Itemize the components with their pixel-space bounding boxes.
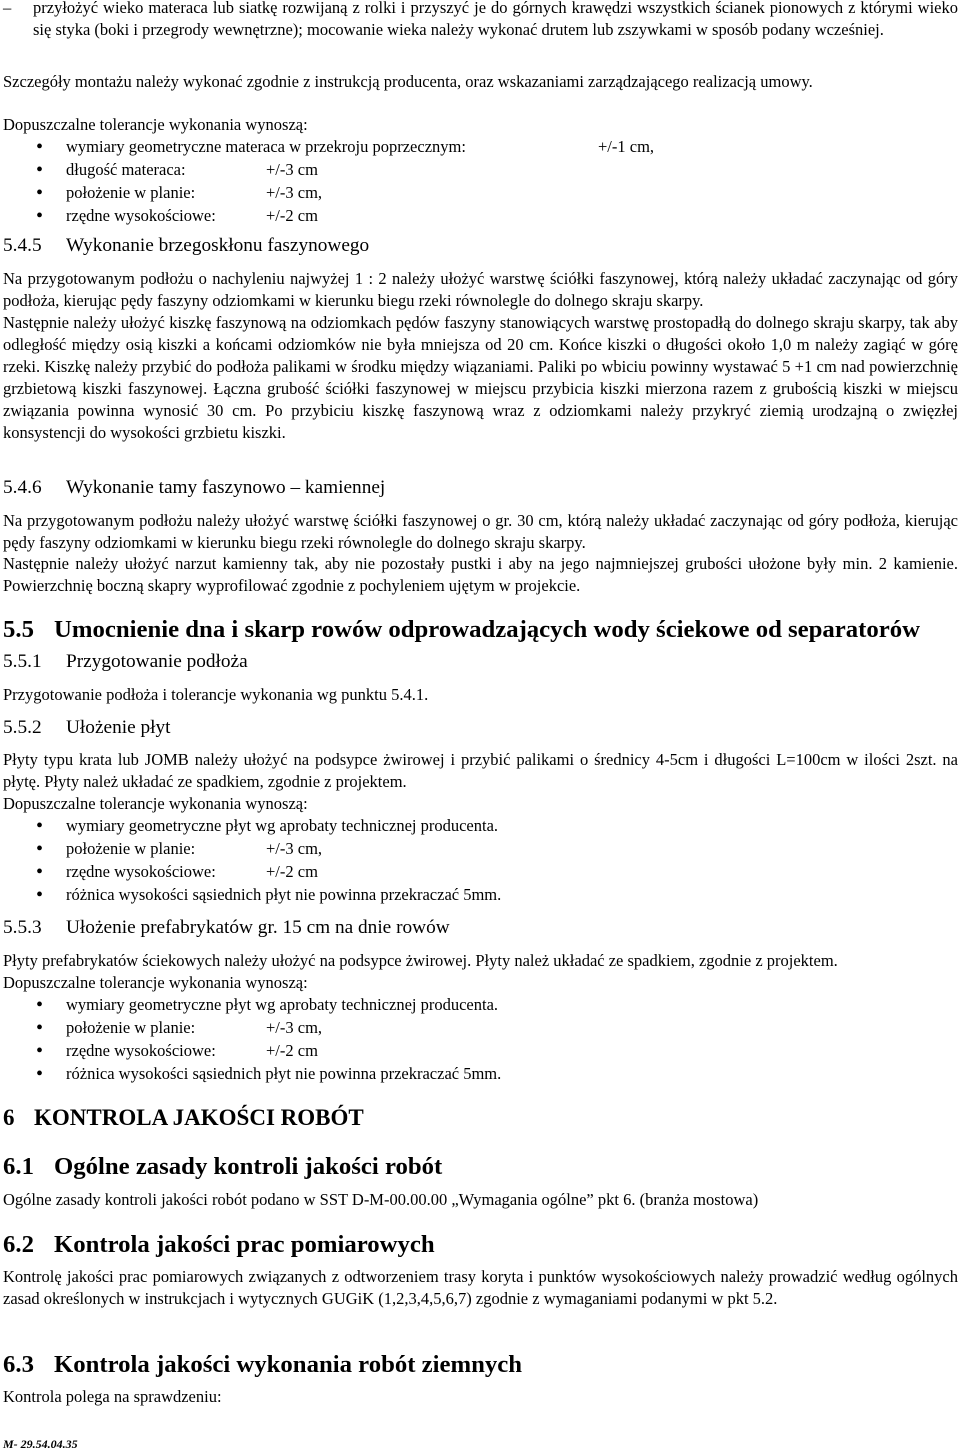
list-item: [3, 136, 958, 159]
section-title: Ułożenie prefabrykatów gr. 15 cm na dnie rowów: [66, 917, 450, 938]
list-item: [3, 1063, 958, 1086]
paragraph: Płyty typu krata lub JOMB należy ułożyć na podsypce żwirowej i przybić palikami o średnicy 4-5cm i długości L=100cm w ilości 2szt. na płytę. Płyty należ układać ze spadkiem, zgodnie z projektem.: [3, 750, 958, 791]
list-item: [3, 205, 958, 228]
section-title: Ogólne zasady kontroli jakości robót: [54, 1153, 443, 1180]
section-number: 6.3: [3, 1351, 34, 1378]
tolerance-list: [3, 815, 958, 907]
section-heading: [3, 717, 171, 739]
tolerance-label: wymiary geometryczne płyt wg aprobaty technicznej producenta.: [66, 995, 499, 1014]
tolerance-value: +/-3 cm,: [266, 183, 323, 202]
section-heading: [3, 616, 921, 643]
section-title: Przygotowanie podłoża: [66, 651, 248, 672]
tolerance-label: różnica wysokości sąsiednich płyt nie powinna przekraczać 5mm.: [66, 1064, 502, 1083]
paragraph: Płyty prefabrykatów ściekowych należy ułożyć na podsypce żwirowej. Płyty należ układać ze spadkiem, zgodnie z projektem.: [3, 951, 838, 970]
tolerance-value: +/-2 cm: [266, 206, 318, 225]
section-title: Umocnienie dna i skarp rowów odprowadzających wody ściekowe od separatorów: [54, 616, 921, 643]
tolerance-value: +/-3 cm,: [266, 839, 323, 858]
tolerance-label: wymiary geometryczne płyt wg aprobaty technicznej producenta.: [66, 816, 499, 835]
tolerance-block: [3, 114, 958, 228]
tolerance-list: [3, 136, 958, 228]
paragraph: Przygotowanie podłoża i tolerancje wykonania wg punktu 5.4.1.: [3, 685, 429, 704]
section-title: Kontrola jakości wykonania robót ziemnych: [54, 1351, 522, 1378]
paragraph: Ogólne zasady kontroli jakości robót podano w SST D-M-00.00.00 „Wymagania ogólne” pkt 6. (branża mostowa): [3, 1190, 759, 1209]
list-item: [3, 1040, 958, 1063]
tolerance-label: długość materaca:: [66, 160, 186, 179]
paragraph: przyłożyć wieko materaca lub siatkę rozwijaną z rolki i przyszyć je do górnych krawędzi wszystkich ścianek pionowych z którymi wieko się styka (boki i przegrody wewnętrzne); mocowanie wieka należy wykonać drutem lub zszywkami w sposób podany wcześniej.: [33, 0, 958, 39]
chapter-heading: [3, 1107, 364, 1129]
tolerance-label: położenie w planie:: [66, 1018, 196, 1037]
tolerance-value: +/-2 cm: [266, 862, 318, 881]
tolerance-label: różnica wysokości sąsiednich płyt nie powinna przekraczać 5mm.: [66, 885, 502, 904]
section-number: 5.5.2: [3, 717, 42, 738]
dash-marker: –: [3, 0, 12, 17]
section-title: Wykonanie tamy faszynowo – kamiennej: [66, 477, 386, 498]
list-item: [3, 884, 958, 907]
chapter-number: 6: [3, 1105, 15, 1130]
paragraph: Następnie należy ułożyć narzut kamienny tak, aby nie pozostały pustki i aby na jego najmniejszej grubości ułożone były min. 2 kamienie. Powierzchnię boczną skapry wyprofilować zgodnie z pochyleniem ujętym w projekcie.: [3, 554, 958, 595]
section-number: 6.2: [3, 1231, 34, 1258]
list-item: [3, 0, 958, 41]
tolerance-value: +/-3 cm: [266, 160, 318, 179]
tolerance-intro: Dopuszczalne tolerancje wykonania wynoszą:: [3, 115, 308, 134]
paragraph: Na przygotowanym podłożu należy ułożyć warstwę ściółki faszynowej o gr. 30 cm, którą należy układać zaczynając od góry podłoża, kierując pędy faszyny odziomkami w kierunku biegu rzeki równolegle do dolnego skraju skarpy.: [3, 511, 958, 552]
tolerance-block: [3, 972, 958, 1086]
tolerance-block: [3, 793, 958, 907]
section-heading: [3, 1153, 443, 1180]
tolerance-label: położenie w planie:: [66, 839, 196, 858]
section-number: 5.4.5: [3, 235, 42, 256]
tolerance-intro: Dopuszczalne tolerancje wykonania wynoszą:: [3, 973, 308, 992]
paragraph: Na przygotowanym podłożu o nachyleniu najwyżej 1 : 2 należy ułożyć warstwę ściółki faszynowej, którą należy układać zaczynając od góry podłoża, kierując pędy faszyny odziomkami w kierunku biegu rzeki równolegle do dolnego skraju skarpy.: [3, 269, 958, 310]
list-item: [3, 861, 958, 884]
paragraph: Kontrola polega na sprawdzeniu:: [3, 1387, 222, 1406]
tolerance-list: [3, 994, 958, 1086]
list-item: [3, 815, 958, 838]
tolerance-label: wymiary geometryczne materaca w przekroju poprzecznym:: [66, 137, 466, 156]
tolerance-label: rzędne wysokościowe:: [66, 1041, 216, 1060]
tolerance-label: rzędne wysokościowe:: [66, 862, 216, 881]
section-heading: [3, 917, 450, 939]
section-number: 6.1: [3, 1153, 34, 1180]
section-number: 5.5.1: [3, 651, 42, 672]
paragraph: Kontrolę jakości prac pomiarowych związanych z odtworzeniem trasy koryta i punktów wysokościowych należy prowadzić według ogólnych zasad określonych w instrukcjach i wytycznych GUGiK (1,2,3,4,5,6,7) zgodnie z wymaganiami podanymi w pkt 5.2.: [3, 1267, 958, 1308]
section-number: 5.4.6: [3, 477, 42, 498]
tolerance-label: położenie w planie:: [66, 183, 196, 202]
section-title: Wykonanie brzegoskłonu faszynowego: [66, 235, 370, 256]
section-heading: [3, 1351, 522, 1378]
page-footer: M- 29.54.04.35: [3, 1437, 78, 1451]
tolerance-value: +/-1 cm,: [598, 137, 655, 156]
section-number: 5.5.3: [3, 917, 42, 938]
list-item: [3, 1017, 958, 1040]
section-title: Kontrola jakości prac pomiarowych: [54, 1231, 435, 1258]
section-heading: [3, 1231, 435, 1258]
tolerance-value: +/-2 cm: [266, 1041, 318, 1060]
list-item: [3, 159, 958, 182]
tolerance-label: rzędne wysokościowe:: [66, 206, 216, 225]
chapter-title: KONTROLA JAKOŚCI ROBÓT: [34, 1105, 364, 1130]
list-item: [3, 182, 958, 205]
list-item: [3, 994, 958, 1017]
section-number: 5.5: [3, 616, 34, 643]
tolerance-value: +/-3 cm,: [266, 1018, 323, 1037]
section-heading: [3, 235, 369, 257]
section-heading: [3, 651, 248, 673]
section-title: Ułożenie płyt: [66, 717, 171, 738]
list-item: [3, 838, 958, 861]
paragraph: Szczegóły montażu należy wykonać zgodnie z instrukcją producenta, oraz wskazaniami zarządzającego realizacją umowy.: [3, 72, 813, 91]
tolerance-intro: Dopuszczalne tolerancje wykonania wynoszą:: [3, 794, 308, 813]
paragraph: Następnie należy ułożyć kiszkę faszynową na odziomkach pędów faszyny stanowiących warstwę prostopadłą do dolnego skraju skarpy, tak aby odległość między osią kiszki a końcami odziomków nie była mniejsza od 20 cm. Końce kiszki o długości około 1,0 m należy zagiąć w górę rzeki. Kiszkę należy przybić do podłoża palikami w środku między wiązaniami. Paliki po wbiciu powinny wystawać 5 +1 cm nad powierzchnię grzbietową kiszki faszynowej. Łączna grubość ściółki faszynowej w miejscu przybicia kiszki mierzona razem z grubością kiszki w miejscu związania powinna wynosić 30 cm. Po przybiciu kiszkę faszynową wraz z odziomkami należy przykryć ziemią urodzajną o zwięzłej konsystencji do wysokości grzbietu kiszki.: [3, 313, 958, 442]
section-heading: [3, 477, 385, 499]
